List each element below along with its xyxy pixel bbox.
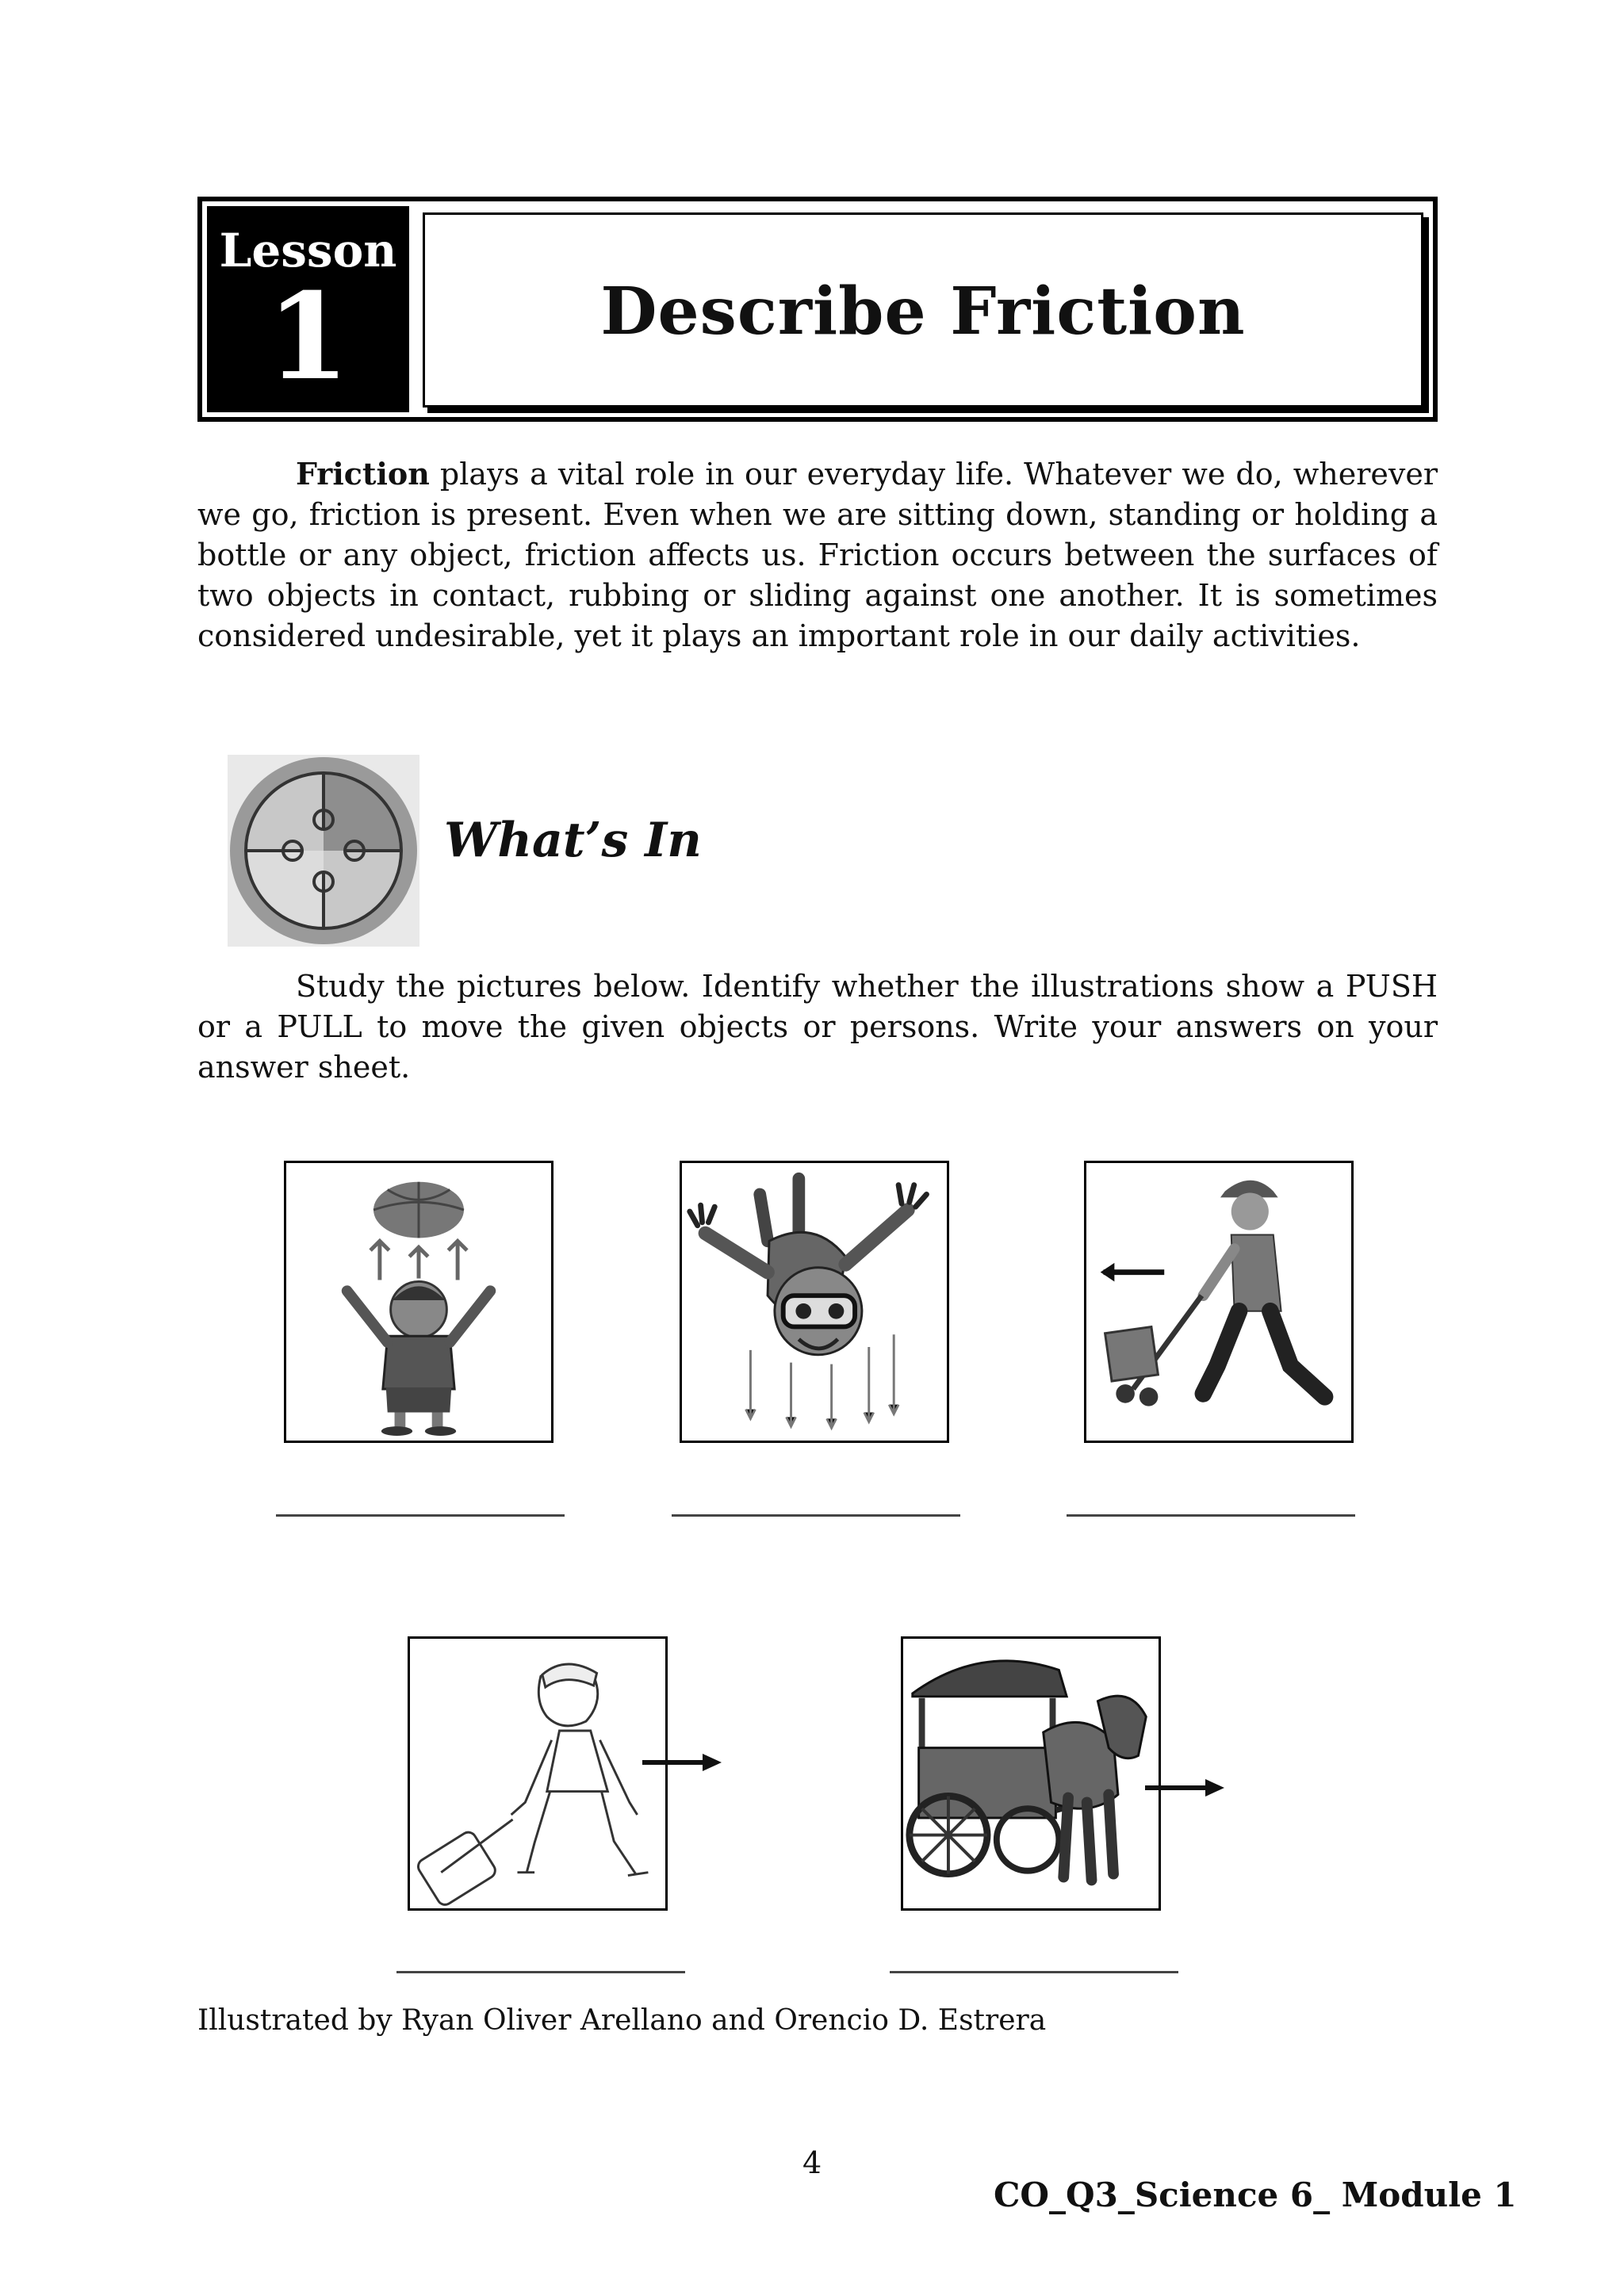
picture-3: [1084, 1161, 1354, 1443]
answer-line-1[interactable]: [276, 1514, 565, 1517]
module-code: CO_Q3_Science 6_ Module 1: [994, 2175, 1517, 2214]
intro-text: plays a vital role in our everyday life. Whatever we do, wherever we go, friction is present. Even when we are sitting down, standing or holding a bottle or any object, friction affects us. Friction occurs between the surfaces of two objects in contact, rubbing or sliding against one another. It is sometimes considered undesirable, yet it plays an important role in our daily activities.: [197, 457, 1438, 653]
illustration-credit: Illustrated by Ryan Oliver Arellano and Orencio D. Estrera: [197, 2004, 1047, 2037]
answer-line-3[interactable]: [1067, 1514, 1355, 1517]
answer-line-4[interactable]: [396, 1971, 685, 1973]
picture-2: [680, 1161, 949, 1443]
lesson-number: 1: [266, 267, 350, 407]
picture-5: [901, 1636, 1161, 1911]
man-pulling-cart-icon: [1086, 1163, 1351, 1441]
arrow-right-icon: [1142, 1776, 1229, 1800]
puzzle-icon: [228, 755, 419, 947]
horse-carriage-icon: [903, 1639, 1159, 1908]
intro-paragraph: [197, 453, 1438, 656]
boy-ball-up-icon: [286, 1163, 551, 1441]
lesson-header: [197, 197, 1438, 422]
instructions-paragraph: [197, 966, 1438, 1088]
lesson-badge: [207, 206, 409, 412]
picture-1: [284, 1161, 553, 1443]
arrow-right-icon: [639, 1751, 726, 1774]
intro-bold-term: Friction: [296, 456, 430, 492]
answer-line-5[interactable]: [890, 1971, 1178, 1973]
lesson-word: Lesson: [219, 224, 397, 277]
instructions-text: Study the pictures below. Identify whether the illustrations show a PUSH or a PULL to move the given objects or persons. Write your answers on your answer sheet.: [197, 969, 1438, 1085]
answer-line-2[interactable]: [672, 1514, 960, 1517]
page-number: 4: [802, 2145, 822, 2180]
picture-4: [408, 1636, 668, 1911]
lesson-title: Describe Friction: [600, 274, 1246, 350]
section-title: What’s In: [444, 813, 702, 868]
boy-pulling-luggage-icon: [410, 1639, 665, 1908]
skydiver-falling-icon: [682, 1163, 947, 1441]
lesson-title-box: [423, 212, 1423, 408]
